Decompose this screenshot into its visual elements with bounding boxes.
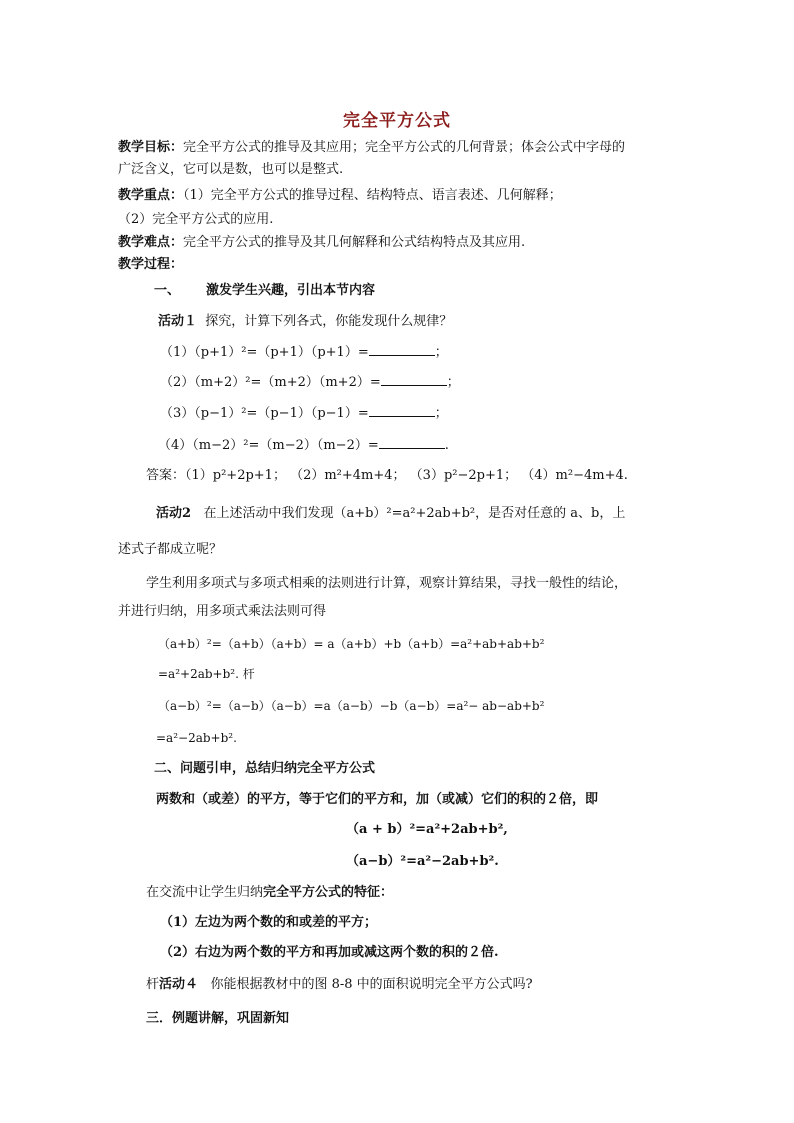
para1-line2: 并进行归纳，用多项式乘法法则可得 — [118, 604, 327, 619]
activity2-label: 活动2 — [156, 506, 192, 521]
activity1-answer: 答案：（1）p²+2p+1； （2）m²+4m+4； （3）p²−2p+1； （4）m²−4m+4. — [146, 468, 628, 483]
activity4-label: 活动４ — [159, 977, 199, 992]
section1-heading — [154, 281, 375, 301]
q3-blank — [369, 404, 435, 417]
q2-blank — [381, 373, 447, 386]
objectives-label: 教学目标： — [118, 140, 184, 155]
activity1-q4 — [158, 436, 449, 456]
difficulties-line — [118, 233, 525, 253]
activity4-line — [146, 975, 533, 995]
activity1-line — [158, 312, 452, 332]
activity4-prefix: 杆 — [146, 977, 160, 992]
section3-heading: 三．例题讲解，巩固新知 — [146, 1011, 290, 1026]
formula-diff-square: （a−b）²=a²−2ab+b². — [346, 854, 499, 869]
activity1-q1 — [160, 343, 448, 363]
q2-text: （2）（m+2）²=（m+2）（m+2）= — [160, 375, 381, 390]
key-points-line2: （2）完全平方公式的应用. — [118, 212, 274, 227]
derivation-line2: =a²+2ab+b². 杆 — [158, 667, 255, 681]
q4-text: （4）（m−2）²=（m−2）（m−2）= — [158, 438, 379, 453]
features-intro — [146, 883, 393, 903]
features-intro-normal: 在交流中让学生归纳 — [146, 885, 264, 900]
feature-2: （2）右边为两个数的平方和再加或减这两个数的积的２倍. — [160, 945, 499, 960]
page-title: 完全平方公式 — [343, 111, 451, 131]
activity1-q2 — [160, 373, 460, 393]
para1-line1: 学生利用多项式与多项式相乘的法则进行计算，观察计算结果，寻找一般性的结论， — [146, 576, 628, 591]
activity1-q3 — [160, 404, 448, 424]
activity1-text: 探究，计算下列各式，你能发现什么规律？ — [205, 314, 453, 329]
section2-heading: 二、问题引申，总结归纳完全平方公式 — [154, 761, 376, 776]
q1-blank — [369, 343, 435, 356]
objectives-line2: 广泛含义，它可以是数，也可以是整式. — [118, 162, 344, 177]
activity4-text: 你能根据教材中的图 8-8 中的面积说明完全平方公式吗? — [210, 977, 533, 992]
q1-sep: ； — [434, 345, 448, 360]
difficulties-text: 完全平方公式的推导及其几何解释和公式结构特点及其应用. — [183, 235, 526, 250]
derivation-line4: =a²−2ab+b². — [156, 731, 237, 745]
section1-num: 一、 — [154, 283, 181, 298]
difficulties-label: 教学难点： — [118, 235, 184, 250]
q2-sep: ； — [446, 375, 460, 390]
section1-title: 激发学生兴趣，引出本节内容 — [206, 283, 376, 298]
activity2-line2: 述式子都成立呢？ — [118, 542, 223, 557]
q4-end: . — [444, 438, 449, 453]
q4-blank — [379, 436, 445, 449]
section2-statement: 两数和（或差）的平方，等于它们的平方和，加（或减）它们的积的２倍，即 — [156, 792, 599, 807]
q3-text: （3）（p−1）²=（p−1）（p−1）= — [160, 406, 369, 421]
activity1-label: 活动１ — [158, 314, 198, 329]
q3-sep: ； — [434, 406, 448, 421]
formula-sum-square: （a + b）²=a²+2ab+b², — [346, 822, 508, 837]
q1-text: （1）（p+1）²=（p+1）（p+1）= — [160, 345, 369, 360]
derivation-line3: （a−b）²=（a−b）（a−b）=a（a−b）−b（a−b）=a²− ab−ab+b² — [158, 699, 545, 713]
activity2-text1: 在上述活动中我们发现（a+b）²=a²+2ab+b²，是否对任意的 a、b，上 — [203, 506, 626, 521]
activity2-line1 — [156, 504, 625, 524]
derivation-line1: （a+b）²=（a+b）（a+b）= a（a+b）+b（a+b）=a²+ab+ab+b² — [158, 637, 545, 651]
features-intro-bold: 完全平方公式的特征： — [263, 885, 394, 900]
objectives-line1 — [118, 138, 625, 158]
feature-1: （1）左边为两个数的和或差的平方； — [160, 915, 378, 930]
objectives-text1: 完全平方公式的推导及其应用；完全平方公式的几何背景；体会公式中字母的 — [183, 140, 626, 155]
key-points-text1: （1）完全平方公式的推导过程、结构特点、语言表述、几何解释； — [183, 188, 562, 203]
key-points-label: 教学重点： — [118, 188, 184, 203]
process-label: 教学过程： — [118, 257, 184, 272]
key-points-line1 — [118, 186, 562, 206]
